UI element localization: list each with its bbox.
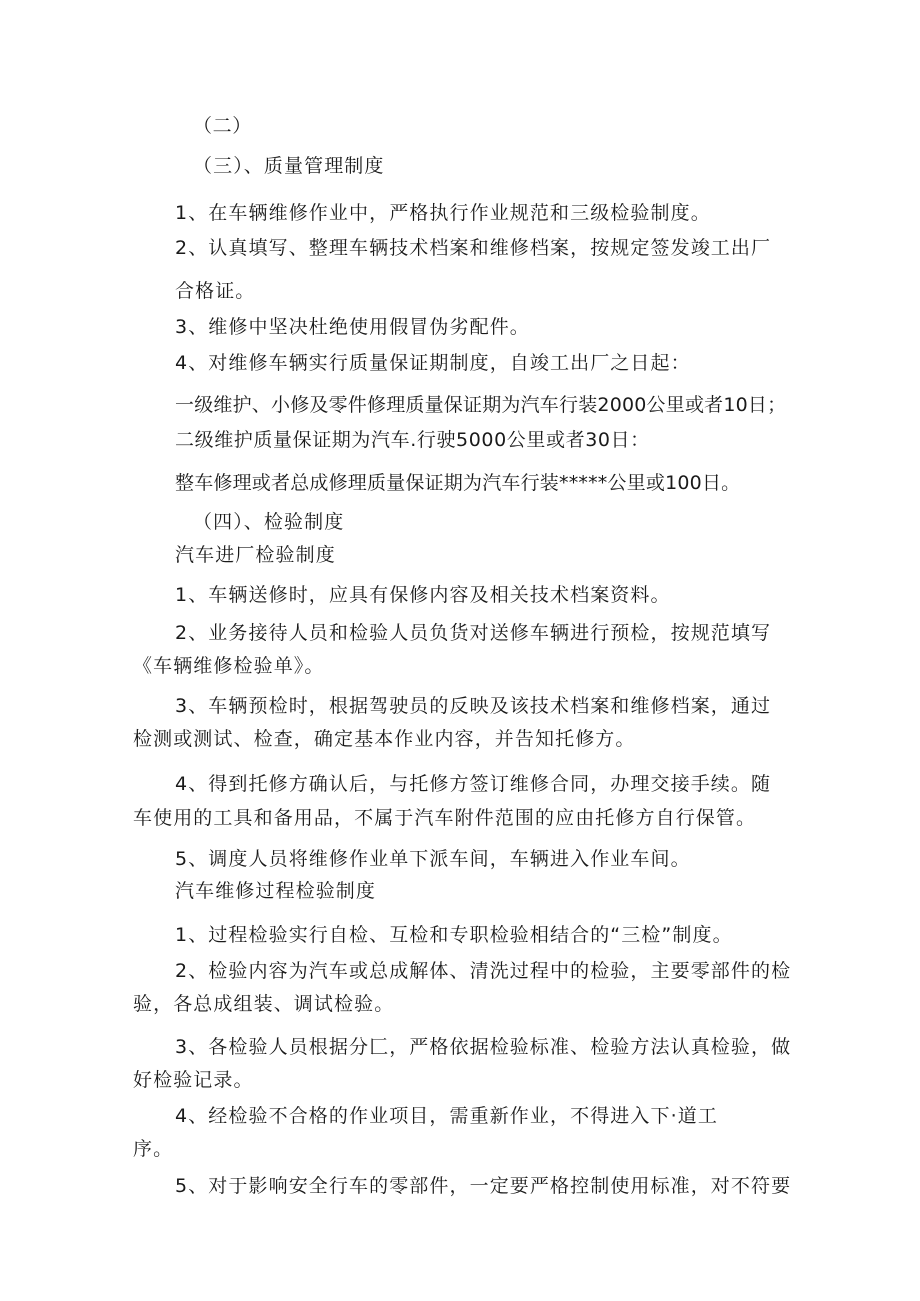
paragraph-line: 合格证。 [175,280,256,302]
subsection-heading: 汽车进厂检验制度 [175,544,336,566]
paragraph-line: 二级维护质量保证期为汽车.行驶5000公里或者30日： [175,429,650,451]
paragraph-line: 检测或测试、检查，确定基本作业内容，并告知托修方。 [133,728,636,750]
paragraph-line: 序。 [133,1138,174,1160]
paragraph-line: 2、认真填写、整理车辆技术档案和维修档案，按规定签发竣工出厂 [175,237,772,259]
paragraph-line: 5、调度人员将维修作业单下派车间，车辆进入作业车间。 [175,848,691,870]
paragraph-line: 3、各检验人员根据分匚，严格依据检验标准、检验方法认真检验，做 [175,1036,792,1058]
paragraph-line: 3、维修中坚决杜绝使用假冒伪劣配件。 [175,316,530,338]
subsection-heading: 汽车维修过程检验制度 [175,880,377,902]
section-heading-2: （二） [193,115,252,137]
section-heading-4: （四）、检验制度 [193,511,345,533]
paragraph-line: 好检验记录。 [133,1069,254,1091]
paragraph-line: 2、业务接待人员和检验人员负货对送修车辆进行预检，按规范填写 [175,622,772,644]
paragraph-line: 2、检验内容为汽车或总成解体、清洗过程中的检验，主要零部件的检 [175,960,792,982]
paragraph-line: 1、过程检验实行自检、互检和专职检验相结合的“三检”制度。 [175,924,733,946]
paragraph-line: 4、经检验不合格的作业项目，需重新作业，不得进入下·道工 [175,1105,718,1127]
paragraph-line: 5、对于影响安全行车的零部件，一定要严格控制使用标准，对不符要 [175,1175,792,1197]
paragraph-line: 3、车辆预检时，根据驾驶员的反映及该技术档案和维修档案，通过 [175,695,772,717]
paragraph-line: 验，各总成组装、调试检验。 [133,993,395,1015]
paragraph-line: 1、在车辆维修作业中，严格执行作业规范和三级检验制度。 [175,202,711,224]
paragraph-line: 一级维护、小修及零件修理质量保证期为汽车行装2000公里或者10日； [175,394,787,416]
section-heading-3: （三）、质量管理制度 [193,155,385,177]
paragraph-line: 《车辆维修检验单》。 [133,655,325,677]
paragraph-line: 4、得到托修方确认后，与托修方签订维修合同，办理交接手续。随 [175,773,772,795]
paragraph-line: 整车修理或者总成修理质量保证期为汽车行装*****公里或100日。 [175,472,741,494]
paragraph-line: 车使用的工具和备用品，不属于汽车附件范围的应由托修方自行保管。 [133,807,757,829]
paragraph-line: 1、车辆送修时，应具有保修内容及相关技术档案资料。 [175,584,671,606]
paragraph-line: 4、对维修车辆实行质量保证期制度，自竣工出厂之日起： [175,352,691,374]
